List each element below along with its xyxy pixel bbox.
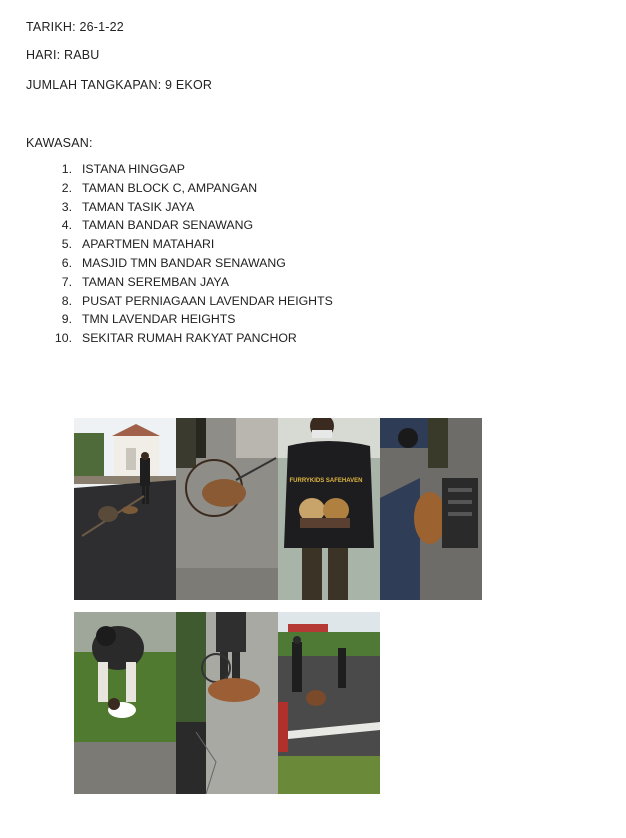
photo-net-trap <box>176 418 278 600</box>
list-item: 2. TAMAN BLOCK C, AMPANGAN <box>61 180 258 195</box>
area-list <box>46 160 333 348</box>
photo-house-road <box>74 418 176 600</box>
date-line: TARIKH: 26-1-22 <box>26 20 124 34</box>
photo-officer-puppy <box>74 612 176 794</box>
area-label: KAWASAN: <box>26 136 93 150</box>
list-item: 1. ISTANA HINGGAP <box>61 162 185 176</box>
list-item: 6. MASJID TMN BANDAR SENAWANG <box>61 255 286 270</box>
list-item: 8. PUSAT PERNIAGAAN LAVENDAR HEIGHTS <box>61 293 333 308</box>
day-line: HARI: RABU <box>26 48 100 62</box>
list-item: 4. TAMAN BANDAR SENAWANG <box>61 218 254 233</box>
list-item: 7. TAMAN SEREMBAN JAYA <box>61 274 229 289</box>
list-item: 9. TMN LAVENDAR HEIGHTS <box>61 312 236 327</box>
catch-count-line: JUMLAH TANGKAPAN: 9 EKOR <box>26 78 213 92</box>
photo-car-dog <box>380 418 482 600</box>
photo-man-puppies <box>278 418 380 600</box>
shirt-text: FURRYKIDS SAFEHAVEN <box>289 478 363 484</box>
list-item: 3. TAMAN TASIK JAYA <box>61 199 195 214</box>
photo-street-officers <box>278 612 380 794</box>
list-item: 10. SEKITAR RUMAH RAKYAT PANCHOR <box>54 331 297 346</box>
list-item: 5. APARTMEN MATAHARI <box>61 237 215 252</box>
photo-dog-concrete <box>176 612 278 794</box>
